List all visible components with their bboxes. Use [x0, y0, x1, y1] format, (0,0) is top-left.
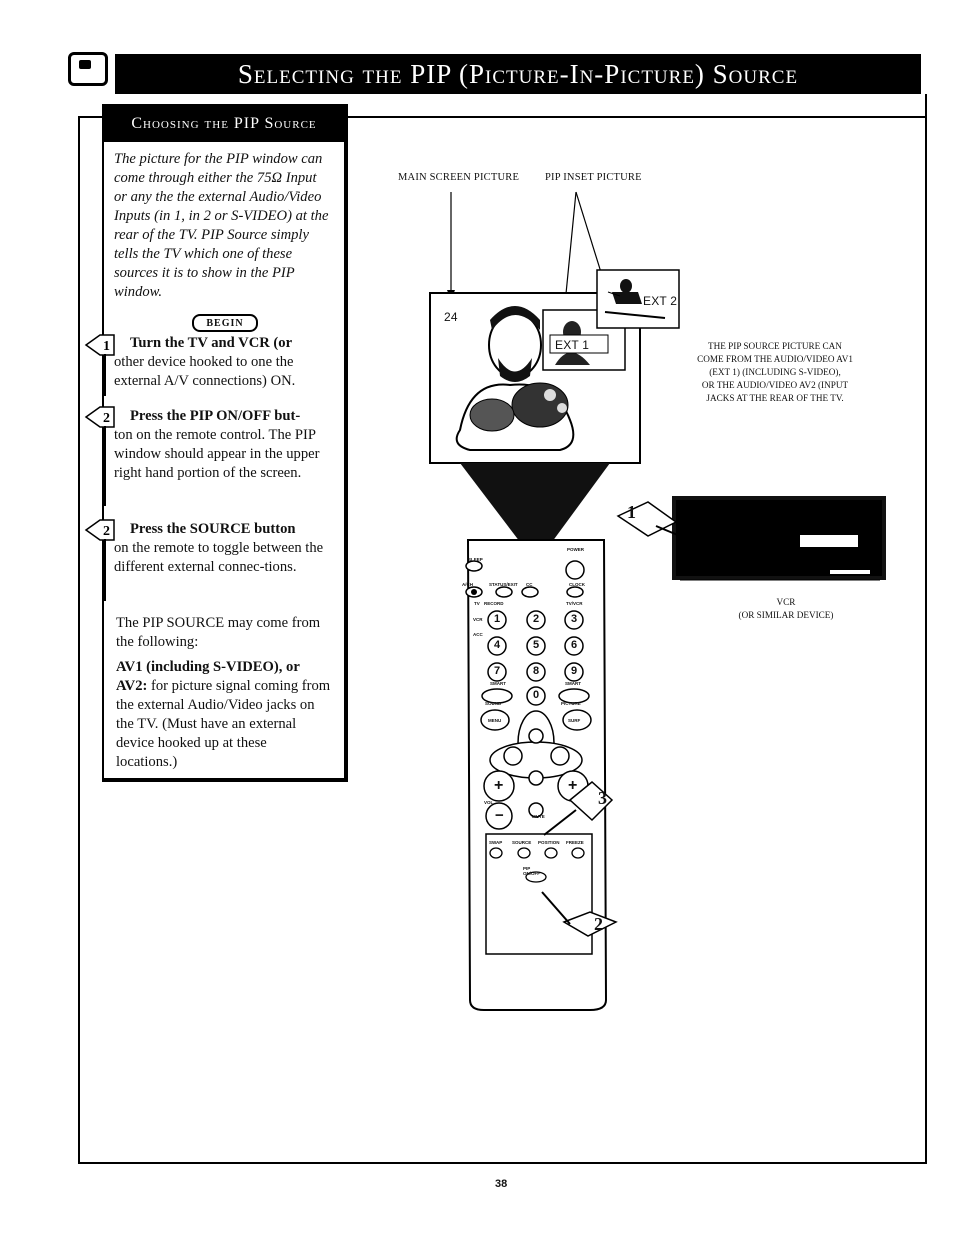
- pip-source-note: THE PIP SOURCE PICTURE CAN COME FROM THE AUDIO/VIDEO AV1 (EXT 1) (INCLUDING S-VIDEO), OR THE AUDIO/VIDEO AV2 (INPUT JACKS AT THE REAR OF THE TV.: [697, 341, 853, 403]
- pip-inset-label: PIP INSET PICTURE: [545, 172, 642, 183]
- remote-position-label: POSITION: [538, 840, 560, 845]
- step-3-number: 2: [103, 524, 110, 539]
- remote-ch-plus[interactable]: +: [568, 777, 578, 794]
- step-3-rule: [104, 539, 106, 601]
- remote-vcr-label: VCR: [473, 617, 483, 622]
- remote-smart-right-label: SMART: [565, 681, 581, 686]
- begin-badge: BEGIN: [192, 314, 258, 332]
- source-option-text: for picture signal coming from the external Audio/Video jacks on the TV. (Must have an external device hooked up at these locations.): [116, 678, 331, 770]
- remote-cc-label: CC: [526, 582, 533, 587]
- remote-sleep-label: SLEEP: [468, 557, 483, 562]
- remote-digit-2[interactable]: 2: [533, 613, 540, 625]
- remote-digit-0[interactable]: 0: [533, 689, 540, 701]
- step-2-title: Press the PIP ON/OFF but-: [130, 408, 301, 424]
- panel-heading: Choosing the PIP Source: [104, 106, 344, 142]
- remote-clock-label: CLOCK: [569, 582, 585, 587]
- remote-sound-label: SOUND: [485, 701, 502, 706]
- remote-tv-label: TV: [474, 601, 480, 606]
- remote-menu-label: MENU: [488, 718, 502, 723]
- instructions-panel: [102, 104, 348, 782]
- tv-icon: [68, 52, 108, 86]
- step-1-arrow-icon: [84, 334, 118, 356]
- callout-2-number: 2: [594, 914, 604, 934]
- remote-source-label: SOURCE: [512, 840, 532, 845]
- remote-digit-1[interactable]: 1: [494, 613, 501, 625]
- remote-freeze-label: FREEZE: [566, 840, 584, 845]
- frame-line-right: [925, 94, 927, 1164]
- remote-status-label: STATUS/EXIT: [489, 582, 518, 587]
- remote-power-label: POWER: [567, 547, 585, 552]
- remote-digit-5[interactable]: 5: [533, 639, 540, 651]
- remote-digit-7[interactable]: 7: [494, 665, 501, 677]
- frame-line-top: [78, 116, 102, 118]
- step-2-number: 2: [103, 411, 110, 426]
- remote-acc-label: ACC: [473, 632, 483, 637]
- channel-number: 24: [444, 310, 458, 324]
- remote-tvvcr-label: TV/VCR: [566, 601, 583, 606]
- frame-line-bottom: [78, 1162, 927, 1164]
- step-3-arrow-icon: [84, 519, 118, 541]
- remote-digit-8[interactable]: 8: [533, 665, 540, 677]
- remote-mute-label: MUTE: [532, 814, 545, 819]
- remote-vol-plus[interactable]: +: [494, 777, 504, 794]
- remote-record-label: RECORD: [484, 601, 504, 606]
- step-2-arrow-icon: [84, 406, 118, 428]
- source-intro: The PIP SOURCE may come from the following:: [116, 615, 321, 650]
- step-1-number: 1: [103, 339, 110, 354]
- step-2-body: ton on the remote control. The PIP window should appear in the upper right hand portion of the screen.: [114, 427, 320, 481]
- remote-surf-label: SURF: [568, 718, 581, 723]
- step-1-title: Turn the TV and VCR (or: [130, 335, 293, 351]
- remote-digit-6[interactable]: 6: [571, 639, 578, 651]
- remote-picture-label: PICTURE: [561, 701, 581, 706]
- main-screen-label: MAIN SCREEN PICTURE: [398, 172, 520, 183]
- step-1-rule: [104, 354, 106, 396]
- remote-ach-label: A/CH: [462, 582, 473, 587]
- vcr-label: VCR (OR SIMILAR DEVICE): [738, 597, 834, 620]
- page-title: Selecting the PIP (Picture-In-Picture) Source: [115, 54, 921, 94]
- step-3-title: Press the SOURCE button: [130, 521, 296, 537]
- remote-pip-onoff-label: PIP ON/OFF: [523, 866, 540, 876]
- frame-line-left: [78, 116, 80, 1164]
- ext2-label: EXT 2: [643, 294, 678, 308]
- step-3-body: on the remote to toggle between the different external connec-tions.: [114, 540, 324, 575]
- step-2-rule: [104, 426, 106, 506]
- remote-digit-9[interactable]: 9: [571, 665, 578, 677]
- ext1-label: EXT 1: [555, 338, 590, 352]
- remote-vol-label: VOL: [484, 800, 494, 805]
- remote-swap-label: SWAP: [489, 840, 503, 845]
- source-option-av2: AV2:: [116, 678, 148, 694]
- frame-line-top-right: [342, 116, 927, 118]
- source-option-heading: AV1 (including S-VIDEO), or: [116, 659, 300, 675]
- remote-vol-minus[interactable]: −: [495, 807, 504, 824]
- callout-3-number: 3: [598, 788, 608, 808]
- remote-digit-4[interactable]: 4: [494, 639, 501, 651]
- remote-digit-3[interactable]: 3: [571, 613, 578, 625]
- step-1-body: other device hooked to one the external A/V connections) ON.: [114, 354, 296, 389]
- remote-smart-left-label: SMART: [490, 681, 506, 686]
- intro-text: The picture for the PIP window can come through either the 75Ω Input or any the the external Audio/Video Inputs (in 1, in 2 or S-VIDEO) at the rear of the TV. PIP Source simply tells the TV which one of these sources it is to show in the PIP window.: [114, 151, 329, 300]
- source-option-body: [116, 677, 331, 772]
- page-number: 38: [495, 1178, 508, 1190]
- callout-1-number: 1: [627, 502, 637, 522]
